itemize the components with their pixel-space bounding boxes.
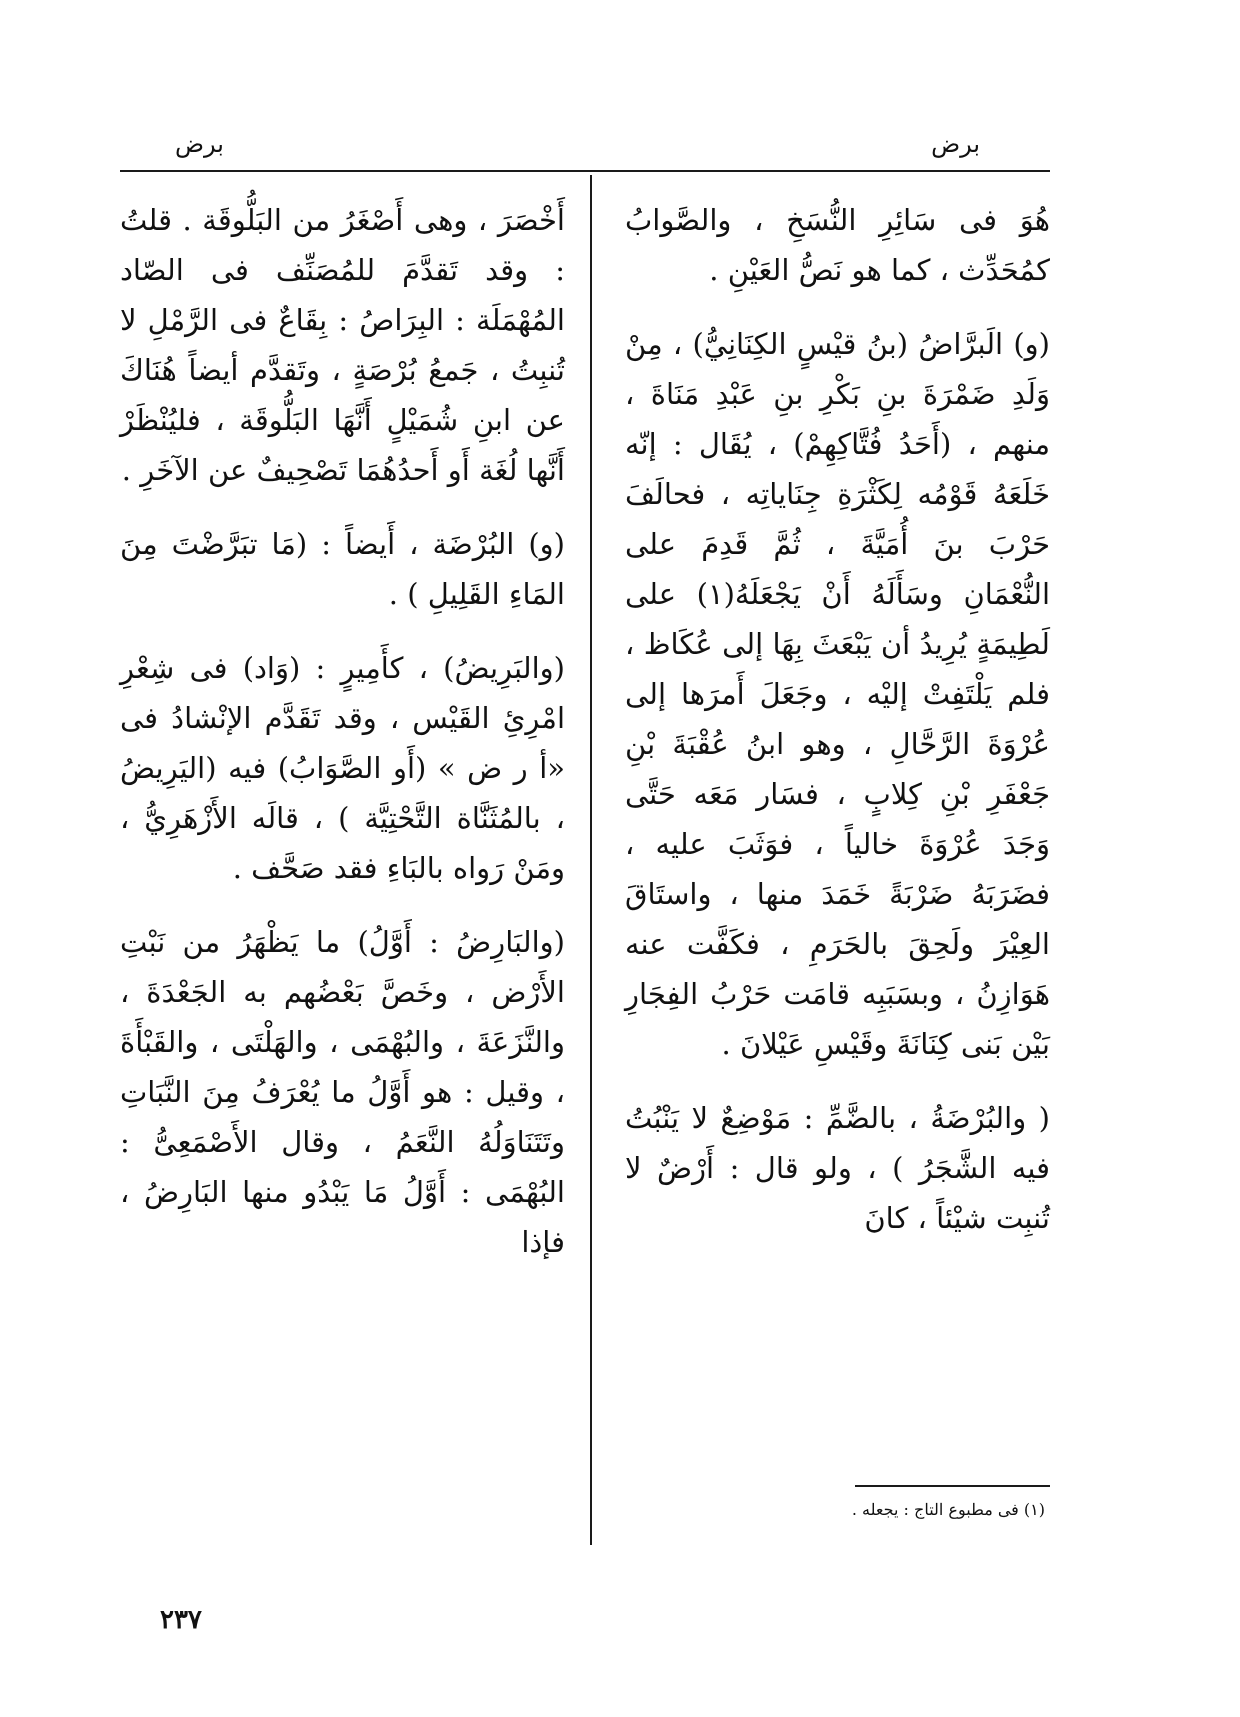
- entry-paragraph: (و) البُرْضَة ، أَيضاً : (مَا تبَرَّضْتَ مِنَ المَاءِ القَلِيلِ ) .: [120, 527, 565, 611]
- entry-paragraph: هُوَ فى سَائِرِ النُّسَخِ ، والصَّوابُ كمُحَدِّث ، كما هو نَصُّ العَيْنِ .: [625, 203, 1050, 287]
- entry-paragraph: (و) الَبرَّاضُ (بنُ قيْسٍ الكِنَانِيُّ) ، مِنْ وَلَدِ ضَمْرَةَ بنِ بَكْرِ بنِ عَبْدِ مَنَاةَ ، منهم ، (أَحَدُ فُتَّاكِهِمْ) ، يُقَال : إنّه خَلَعَهُ قَوْمُه لِكَثْرَةِ جِنَاياتِه ، فحالَفَ حَرْبَ بنَ أُمَيَّةَ ، ثُمَّ قَدِمَ على النُّعْمَانِ وسَأَلَهُ أَنْ يَجْعَلَهُ(١) على لَطِيمَةٍ يُرِيدُ أن يَبْعَثَ بِهَا إلى عُكَاظ ، فلم يَلْتَفِتْ إليْه ، وجَعَلَ أَمرَها إلى عُرْوَةَ الرَّحَّالِ ، وهو ابنُ عُقْبَةَ بْنِ جَعْفَرِ بْنِ كِلابٍ ، فسَار مَعَه حَتَّى وَجَدَ عُرْوَةَ خالياً ، فوَثَبَ عليه ، فضَرَبَهُ ضَرْبَةً خَمَدَ منها ، واستَاقَ العِيْرَ ولَحِقَ بالحَرَمِ ، فكَفَّت عنه هَوَازِنُ ، وبسَبَبِه قامَت حَرْبُ الفِجَارِ بَيْن بَنى كِنَانَةَ وقَيْسِ عَيْلانَ .: [625, 327, 1050, 1061]
- entry-paragraph: (والبَرِيضُ) ، كأَمِيرٍ : (وَاد) فى شِعْرِ امْرِئِ القَيْس ، وقد تَقَدَّم الإنْشادُ فى «أ ر ض » (أَو الصَّوَابُ) فيه (اليَرِيضُ ، بالمُثَنَّاة التَّحْتِيَّة ) ، قالَه الأَزْهَرِيُّ ، ومَنْ رَواه بالبَاءِ فقد صَحَّف .: [120, 651, 565, 885]
- footnote: (١) فى مطبوع التاج : يجعله .: [851, 1500, 1045, 1519]
- footnote-rule: [855, 1485, 1050, 1487]
- entry-paragraph: ( والبُرْضَةُ ، بالضَّمِّ : مَوْضِعٌ لا يَنْبُتُ فيه الشَّجَرُ ) ، ولو قال : أَرْضٌ لا تُنبِت شيْئاً ، كانَ: [625, 1101, 1050, 1235]
- entry-paragraph: أَخْصَرَ ، وهى أَصْغَرُ من البَلُّوقَة . قلتُ : وقد تَقدَّمَ للمُصَنِّف فى الصّاد المُهْمَلَة : البِرَاصُ : بِقَاعٌ فى الرَّمْلِ لا تُنبِتُ ، جَمعُ بُرْصَةٍ ، وتَقدَّم أيضاً هُنَاكَ عن ابنِ شُمَيْلٍ أَنَّهَا البَلُّوقَة ، فليُنْظَرْ أَنَّها لُغَة أَو أَحدُهُمَا تَصْحِيفٌ عن الآخَرِ .: [120, 203, 565, 487]
- entry-paragraph: (والبَارِضُ : أَوَّلُ) ما يَظْهَرُ من نَبْتِ الأَرْض ، وخَصَّ بَعْضُهم به الجَعْدَةَ ، والنَّزَعَةَ ، والبُهْمَى ، والهَلْتَى ، والقَبْأَةَ ، وقيل : هو أَوَّلُ ما يُعْرَفُ مِنَ النَّبَاتِ وتَتَنَاوَلُهُ النَّعَمُ ، وقال الأَصْمَعِىُّ : البُهْمَى : أَوَّلُ مَا يَبْدُو منها البَارِضُ ، فإذا: [120, 925, 565, 1259]
- right-column: [625, 195, 1050, 1267]
- left-column: [120, 195, 565, 1291]
- header-rule: [120, 170, 1050, 172]
- column-divider: [590, 175, 592, 1545]
- page-number: ٢٣٧: [160, 1605, 202, 1635]
- running-header-right: برض: [931, 130, 980, 158]
- running-header-left: برض: [175, 130, 224, 158]
